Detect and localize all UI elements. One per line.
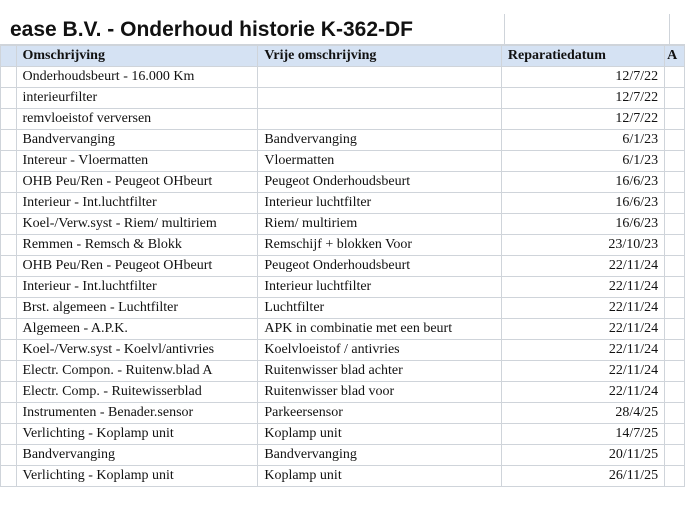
description-cell[interactable]: OHB Peu/Ren - Peugeot OHbeurt [16, 172, 258, 193]
description-cell[interactable]: Verlichting - Koplamp unit [16, 424, 258, 445]
repair-date-cell[interactable]: 16/6/23 [501, 172, 664, 193]
row-indicator-cell[interactable] [1, 151, 17, 172]
next-column-cell[interactable] [665, 424, 685, 445]
next-column-cell[interactable] [665, 214, 685, 235]
header-vrije-omschrijving[interactable]: Vrije omschrijving [258, 46, 502, 67]
row-indicator-cell[interactable] [1, 466, 17, 487]
row-indicator-cell[interactable] [1, 445, 17, 466]
next-column-cell[interactable] [665, 109, 685, 130]
table-row[interactable] [1, 298, 685, 319]
description-cell[interactable]: Algemeen - A.P.K. [16, 319, 258, 340]
description-cell[interactable]: Bandvervanging [16, 130, 258, 151]
description-cell[interactable]: Brst. algemeen - Luchtfilter [16, 298, 258, 319]
description-cell[interactable]: remvloeistof verversen [16, 109, 258, 130]
grid-line [669, 14, 670, 45]
repair-date-cell[interactable]: 6/1/23 [501, 130, 664, 151]
header-row [1, 46, 685, 67]
next-column-cell[interactable] [665, 130, 685, 151]
free-description-cell[interactable]: Koplamp unit [258, 466, 502, 487]
next-column-cell[interactable] [665, 277, 685, 298]
description-cell[interactable]: Bandvervanging [16, 445, 258, 466]
next-column-cell[interactable] [665, 256, 685, 277]
row-indicator-cell[interactable] [1, 109, 17, 130]
row-indicator-cell[interactable] [1, 403, 17, 424]
table-row[interactable] [1, 382, 685, 403]
next-column-cell[interactable] [665, 361, 685, 382]
free-description-cell[interactable]: Riem/ multiriem [258, 214, 502, 235]
header-omschrijving[interactable]: Omschrijving [16, 46, 258, 67]
repair-date-cell[interactable]: 22/11/24 [501, 361, 664, 382]
description-cell[interactable]: Verlichting - Koplamp unit [16, 466, 258, 487]
row-indicator-cell[interactable] [1, 214, 17, 235]
next-column-cell[interactable] [665, 466, 685, 487]
repair-date-cell[interactable]: 28/4/25 [501, 403, 664, 424]
repair-date-cell[interactable]: 12/7/22 [501, 88, 664, 109]
row-indicator-cell[interactable] [1, 319, 17, 340]
row-indicator-cell[interactable] [1, 172, 17, 193]
next-column-cell[interactable] [665, 193, 685, 214]
repair-date-cell[interactable]: 14/7/25 [501, 424, 664, 445]
free-description-cell[interactable]: Interieur luchtfilter [258, 193, 502, 214]
row-indicator-cell[interactable] [1, 424, 17, 445]
repair-date-cell[interactable]: 22/11/24 [501, 340, 664, 361]
next-column-cell[interactable] [665, 235, 685, 256]
repair-date-cell[interactable]: 23/10/23 [501, 235, 664, 256]
description-cell[interactable]: interieurfilter [16, 88, 258, 109]
repair-date-cell[interactable]: 22/11/24 [501, 298, 664, 319]
description-cell[interactable]: Electr. Compon. - Ruitenw.blad A [16, 361, 258, 382]
free-description-cell[interactable]: Parkeersensor [258, 403, 502, 424]
next-column-cell[interactable] [665, 445, 685, 466]
free-description-cell[interactable] [258, 67, 502, 88]
row-indicator-cell[interactable] [1, 130, 17, 151]
free-description-cell[interactable]: APK in combinatie met een beurt [258, 319, 502, 340]
row-indicator-cell[interactable] [1, 88, 17, 109]
repair-date-cell[interactable]: 12/7/22 [501, 67, 664, 88]
table-row[interactable] [1, 340, 685, 361]
row-indicator-cell[interactable] [1, 361, 17, 382]
free-description-cell[interactable]: Ruitenwisser blad voor [258, 382, 502, 403]
free-description-cell[interactable]: Remschijf + blokken Voor [258, 235, 502, 256]
repair-date-cell[interactable]: 12/7/22 [501, 109, 664, 130]
table-row[interactable] [1, 256, 685, 277]
row-indicator-cell[interactable] [1, 235, 17, 256]
table-row[interactable] [1, 361, 685, 382]
next-column-cell[interactable] [665, 172, 685, 193]
free-description-cell[interactable]: Peugeot Onderhoudsbeurt [258, 256, 502, 277]
next-column-cell[interactable] [665, 319, 685, 340]
table-row[interactable] [1, 130, 685, 151]
header-next-column[interactable]: A [665, 46, 685, 67]
next-column-cell[interactable] [665, 340, 685, 361]
free-description-cell[interactable] [258, 109, 502, 130]
table-row[interactable] [1, 403, 685, 424]
next-column-cell[interactable] [665, 382, 685, 403]
row-indicator-cell[interactable] [1, 382, 17, 403]
free-description-cell[interactable]: Vloermatten [258, 151, 502, 172]
header-reparatiedatum[interactable]: Reparatiedatum [501, 46, 664, 67]
table-row[interactable] [1, 235, 685, 256]
repair-date-cell[interactable]: 6/1/23 [501, 151, 664, 172]
repair-date-cell[interactable]: 26/11/25 [501, 466, 664, 487]
row-indicator-cell[interactable] [1, 298, 17, 319]
free-description-cell[interactable]: Peugeot Onderhoudsbeurt [258, 172, 502, 193]
table-row[interactable] [1, 109, 685, 130]
description-cell[interactable]: Electr. Comp. - Ruitewisserblad [16, 382, 258, 403]
table-row[interactable] [1, 67, 685, 88]
row-indicator-cell[interactable] [1, 193, 17, 214]
table-row[interactable] [1, 193, 685, 214]
description-cell[interactable]: Interieur - Int.luchtfilter [16, 193, 258, 214]
table-row[interactable] [1, 424, 685, 445]
row-indicator-cell[interactable] [1, 277, 17, 298]
free-description-cell[interactable]: Bandvervanging [258, 445, 502, 466]
repair-date-cell[interactable]: 16/6/23 [501, 193, 664, 214]
table-row[interactable] [1, 319, 685, 340]
free-description-cell[interactable]: Interieur luchtfilter [258, 277, 502, 298]
description-cell[interactable]: Interieur - Int.luchtfilter [16, 277, 258, 298]
next-column-cell[interactable] [665, 151, 685, 172]
free-description-cell[interactable]: Bandvervanging [258, 130, 502, 151]
repair-date-cell[interactable]: 20/11/25 [501, 445, 664, 466]
table-row[interactable] [1, 445, 685, 466]
maintenance-table [0, 45, 685, 487]
row-indicator-cell[interactable] [1, 46, 17, 67]
repair-date-cell[interactable]: 16/6/23 [501, 214, 664, 235]
free-description-cell[interactable]: Ruitenwisser blad achter [258, 361, 502, 382]
row-indicator-cell[interactable] [1, 340, 17, 361]
free-description-cell[interactable]: Koelvloeistof / antivries [258, 340, 502, 361]
description-cell[interactable]: OHB Peu/Ren - Peugeot OHbeurt [16, 256, 258, 277]
next-column-cell[interactable] [665, 403, 685, 424]
description-cell[interactable]: Koel-/Verw.syst - Riem/ multiriem [16, 214, 258, 235]
description-cell[interactable]: Intereur - Vloermatten [16, 151, 258, 172]
repair-date-cell[interactable]: 22/11/24 [501, 256, 664, 277]
table-row[interactable] [1, 214, 685, 235]
free-description-cell[interactable]: Koplamp unit [258, 424, 502, 445]
next-column-cell[interactable] [665, 298, 685, 319]
row-indicator-cell[interactable] [1, 256, 17, 277]
table-row[interactable] [1, 277, 685, 298]
next-column-cell[interactable] [665, 88, 685, 109]
description-cell[interactable]: Remmen - Remsch & Blokk [16, 235, 258, 256]
description-cell[interactable]: Onderhoudsbeurt - 16.000 Km [16, 67, 258, 88]
table-row[interactable] [1, 88, 685, 109]
repair-date-cell[interactable]: 22/11/24 [501, 319, 664, 340]
free-description-cell[interactable]: Luchtfilter [258, 298, 502, 319]
next-column-cell[interactable] [665, 67, 685, 88]
sheet-title[interactable]: ease B.V. - Onderhoud historie K-362-DF [10, 18, 413, 41]
row-indicator-cell[interactable] [1, 67, 17, 88]
description-cell[interactable]: Instrumenten - Benader.sensor [16, 403, 258, 424]
table-row[interactable] [1, 466, 685, 487]
repair-date-cell[interactable]: 22/11/24 [501, 277, 664, 298]
repair-date-cell[interactable]: 22/11/24 [501, 382, 664, 403]
table-row[interactable] [1, 172, 685, 193]
free-description-cell[interactable] [258, 88, 502, 109]
description-cell[interactable]: Koel-/Verw.syst - Koelvl/antivries [16, 340, 258, 361]
table-row[interactable] [1, 151, 685, 172]
